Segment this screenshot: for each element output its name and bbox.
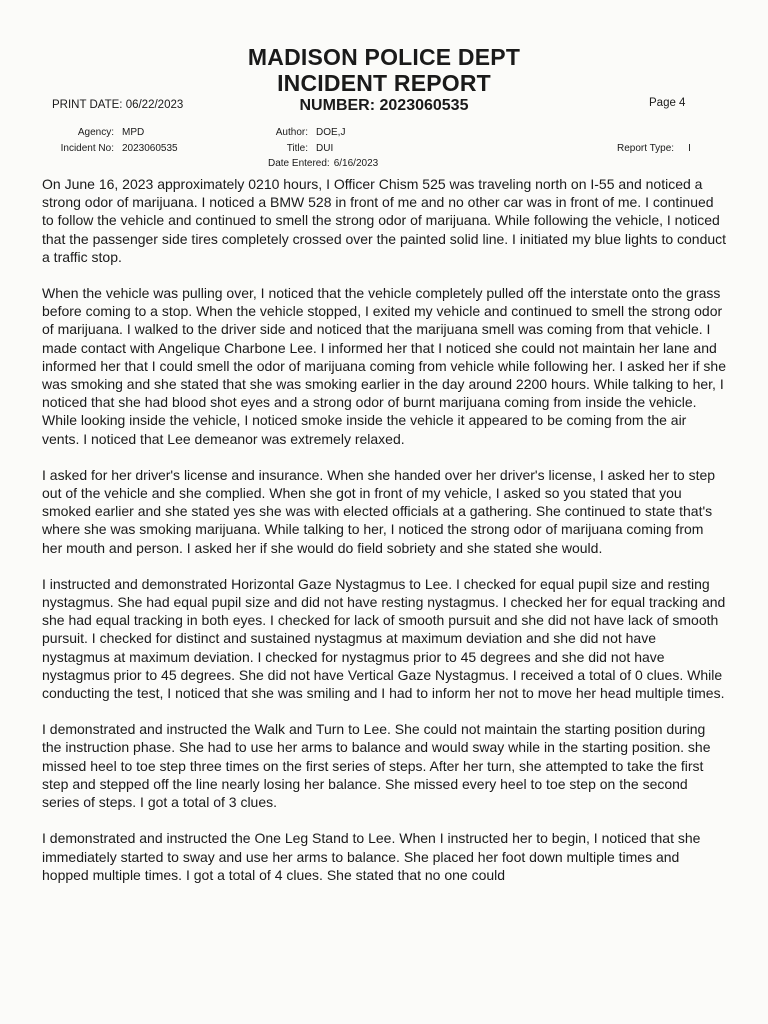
narrative-paragraph: I instructed and demonstrated Horizontal Gaze Nystagmus to Lee. I checked for equal pupil size and resting nystagmus. She had equal pupil size and did not have resting nystagmus. I checked her for equal tracking and she had equal tracking in both eyes. I checked for lack of smooth pursuit and she did not have lack of smooth pursuit. I checked for distinct and sustained nystagmus at maximum deviation and she did not have nystagmus at maximum deviation. I checked for nystagmus prior to 45 degrees and she did not have nystagmus prior to 45 degrees. She did not have Vertical Gaze Nystagmus. I received a total of 0 clues. While conducting the test, I noticed that she was smiling and I had to inform her not to move her head multiple times.	[42, 575, 726, 702]
narrative-body	[42, 175, 727, 902]
report-title: INCIDENT REPORT	[277, 70, 491, 96]
narrative-paragraph: When the vehicle was pulling over, I noticed that the vehicle completely pulled off the interstate onto the grass before coming to a stop. When the vehicle stopped, I exited my vehicle and continued to smell the strong odor of marijuana. I walked to the driver side and noticed that the marijuana smell was coming from that vehicle. I made contact with Angelique Charbone Lee. I informed her that I noticed she could not maintain her lane and informed her that I could smell the odor of marijuana coming from vehicle while following her. I asked her if she was smoking and she stated that she was smoking earlier in the day around 2200 hours. While talking to her, I noticed that she had blood shot eyes and a strong odor of burnt marijuana coming from inside the vehicle. While looking inside the vehicle, I noticed smoke inside the vehicle it appeared to be coming from the air vents. I noticed that Lee demeanor was extremely relaxed.	[42, 285, 727, 447]
incident-no-field	[48, 143, 178, 155]
narrative-paragraph: I asked for her driver's license and insurance. When she handed over her driver's license, I asked her to step out of the vehicle and she complied. When she got in front of my vehicle, I asked so you stated that you smoked earlier and she stated yes she was with elected officials at a gathering. She continued to state that's where she was smoking marijuana. While talking to her, I noticed the strong odor of marijuana coming from her mouth and person. I asked her if she would do field sobriety and she stated she would.	[42, 466, 716, 556]
report-type-value: I	[688, 143, 691, 154]
title-field	[255, 143, 333, 155]
narrative-paragraph: I demonstrated and instructed the One Leg Stand to Lee. When I instructed her to begin, I noticed that she immediately started to sway and use her arms to balance. She placed her foot down multiple times and hopped multiple times. I got a total of 4 clues. She stated that no one could	[42, 830, 701, 883]
date-entered-label: Date Entered:	[268, 158, 330, 169]
date-entered-field	[268, 158, 378, 170]
incident-no-value: 2023060535	[122, 143, 178, 154]
narrative-paragraph: I demonstrated and instructed the Walk and Turn to Lee. She could not maintain the starting position during the instruction phase. She had to use her arms to balance and would sway while in the starting position. she missed heel to toe step three times on the first series of steps. After her turn, she attempted to take the first step and stepped off the line nearly losing her balance. She missed every heel to toe step on the second series of steps. I got a total of 3 clues.	[42, 721, 711, 811]
narrative-paragraph: On June 16, 2023 approximately 0210 hours, I Officer Chism 525 was traveling north on I-55 and noticed a strong odor of marijuana. I noticed a BMW 528 in front of me and no other car was in front of me. I continued to follow the vehicle and continued to smell the strong odor of marijuana. While following the vehicle, I noticed that the passenger side tires completely crossed over the painted solid line. I initiated my blue lights to conduct a traffic stop.	[42, 176, 727, 265]
report-number: NUMBER: 2023060535	[299, 97, 469, 114]
date-entered-value: 6/16/2023	[333, 158, 379, 169]
print-date: PRINT DATE: 06/22/2023	[52, 99, 184, 111]
incident-no-label: Incident No:	[60, 143, 114, 154]
author-label: Author:	[275, 127, 308, 138]
department-title: MADISON POLICE DEPT	[247, 44, 521, 70]
author-value: DOE,J	[316, 127, 346, 138]
report-type-label: Report Type:	[617, 143, 675, 154]
title-value: DUI	[316, 143, 334, 154]
page-number: Page 4	[649, 97, 686, 109]
title-label: Title:	[286, 143, 308, 154]
report-type-field	[617, 143, 691, 155]
agency-value: MPD	[122, 127, 145, 138]
author-field	[255, 127, 345, 139]
agency-field	[48, 127, 144, 139]
agency-label: Agency:	[77, 127, 114, 138]
